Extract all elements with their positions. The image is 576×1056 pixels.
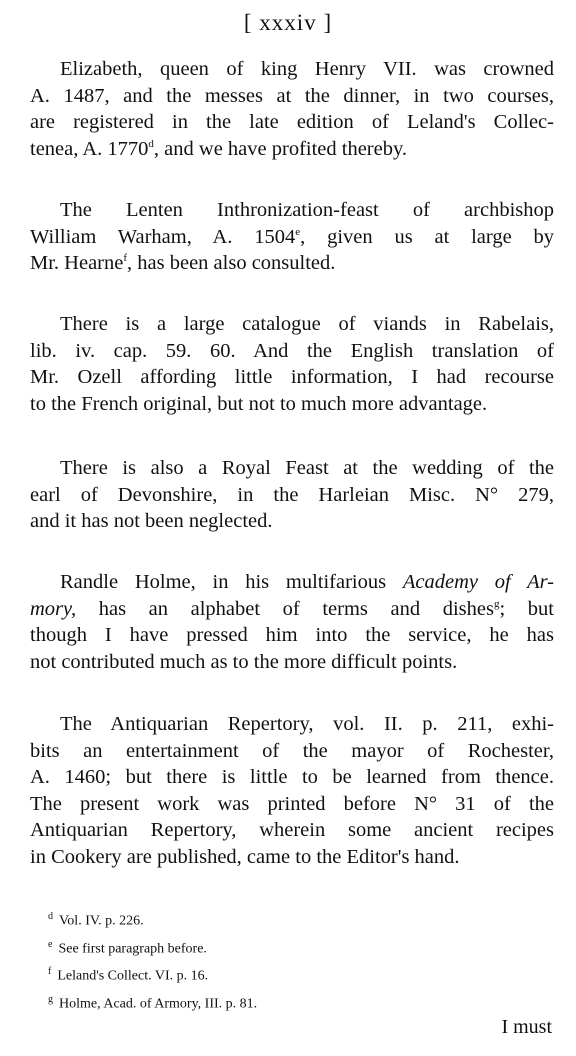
text-line: not contributed much as to the more difficult points. <box>30 650 458 673</box>
text-line: in Cookery are published, came to the Editor's hand. <box>30 845 460 868</box>
footnote-text: See first paragraph before. <box>58 941 207 957</box>
paragraph-2 <box>30 197 554 277</box>
text-fragment: has an alphabet of terms and dishes <box>76 597 494 620</box>
text-line: A. 1460; but there is little to be learned from thence. <box>30 766 554 788</box>
footnote-text: Vol. IV. p. 226. <box>59 913 144 929</box>
text-line: The Antiquarian Repertory, vol. II. p. 211, exhi- <box>60 713 554 735</box>
footnote-text: Leland's Collect. VI. p. 16. <box>57 968 209 984</box>
text-fragment: , and we have profited thereby. <box>153 137 408 160</box>
text-line: There is also a Royal Feast at the wedding of the <box>60 457 554 479</box>
footnote <box>48 988 448 1016</box>
text-fragment: tenea, A. 1770 <box>30 137 149 160</box>
paragraph-5 <box>30 569 554 675</box>
text-line <box>30 224 554 251</box>
text-line: Antiquarian Repertory, wherein some ancient recipes <box>30 819 554 841</box>
footnote-ref: f <box>123 252 128 265</box>
footnote-ref: e <box>295 225 301 238</box>
text-line <box>30 596 554 623</box>
text-fragment: , has been also consulted. <box>127 252 336 274</box>
text-line: earl of Devonshire, in the Harleian Misc. N° 279, <box>30 483 554 506</box>
text-line: bits an entertainment of the mayor of Rochester, <box>30 739 554 762</box>
text-line: A. 1487, and the messes at the dinner, in two courses, <box>30 84 554 107</box>
footnote <box>48 960 448 988</box>
footnote-ref: d <box>148 137 154 150</box>
text-line: lib. iv. cap. 59. 60. And the English translation of <box>30 339 554 362</box>
text-fragment: William Warham, A. 1504 <box>30 225 296 248</box>
text-line: There is a large catalogue of viands in Rabelais, <box>60 313 554 335</box>
footnote-text: Holme, Acad. of Armory, III. p. 81. <box>59 996 258 1012</box>
paragraph-3 <box>30 311 554 417</box>
text-line <box>30 136 554 163</box>
text-line: Elizabeth, queen of king Henry VII. was crowned <box>60 58 554 80</box>
footnote-mark: e <box>48 938 53 950</box>
footnote <box>48 905 448 933</box>
page-header: [ xxxiv ] <box>243 10 333 35</box>
text-fragment: ; but <box>499 597 554 620</box>
italic-title: Academy of Ar- <box>402 571 554 593</box>
text-line: to the French original, but not to much more advantage. <box>30 392 488 415</box>
text-line: Mr. Ozell affording little information, I had recourse <box>30 366 554 388</box>
footnote-ref: g <box>493 597 500 610</box>
text-fragment: , given us at large by <box>300 225 554 248</box>
text-line: The Lenten Inthronization-feast of archbishop <box>60 199 554 221</box>
paragraph-1 <box>30 56 554 162</box>
text-fragment: Mr. Hearne <box>30 252 124 274</box>
text-line: and it has not been neglected. <box>30 510 273 532</box>
catchword: I must <box>501 1016 552 1038</box>
footnote <box>48 933 448 961</box>
paragraph-6 <box>30 711 554 870</box>
text-fragment: Randle Holme, in his multifarious <box>60 571 403 593</box>
footnotes <box>48 905 448 1016</box>
italic-title: mory, <box>30 597 77 620</box>
text-line <box>30 569 554 596</box>
text-line <box>30 250 554 277</box>
footnote-mark: g <box>48 993 53 1005</box>
text-line: are registered in the late edition of Leland's Collec- <box>30 111 554 133</box>
footnote-mark: f <box>48 966 52 978</box>
text-line: The present work was printed before N° 31 of the <box>30 792 554 815</box>
paragraph-4 <box>30 455 554 535</box>
footnote-mark: d <box>48 911 53 922</box>
text-line: though I have pressed him into the service, he has <box>30 624 554 646</box>
